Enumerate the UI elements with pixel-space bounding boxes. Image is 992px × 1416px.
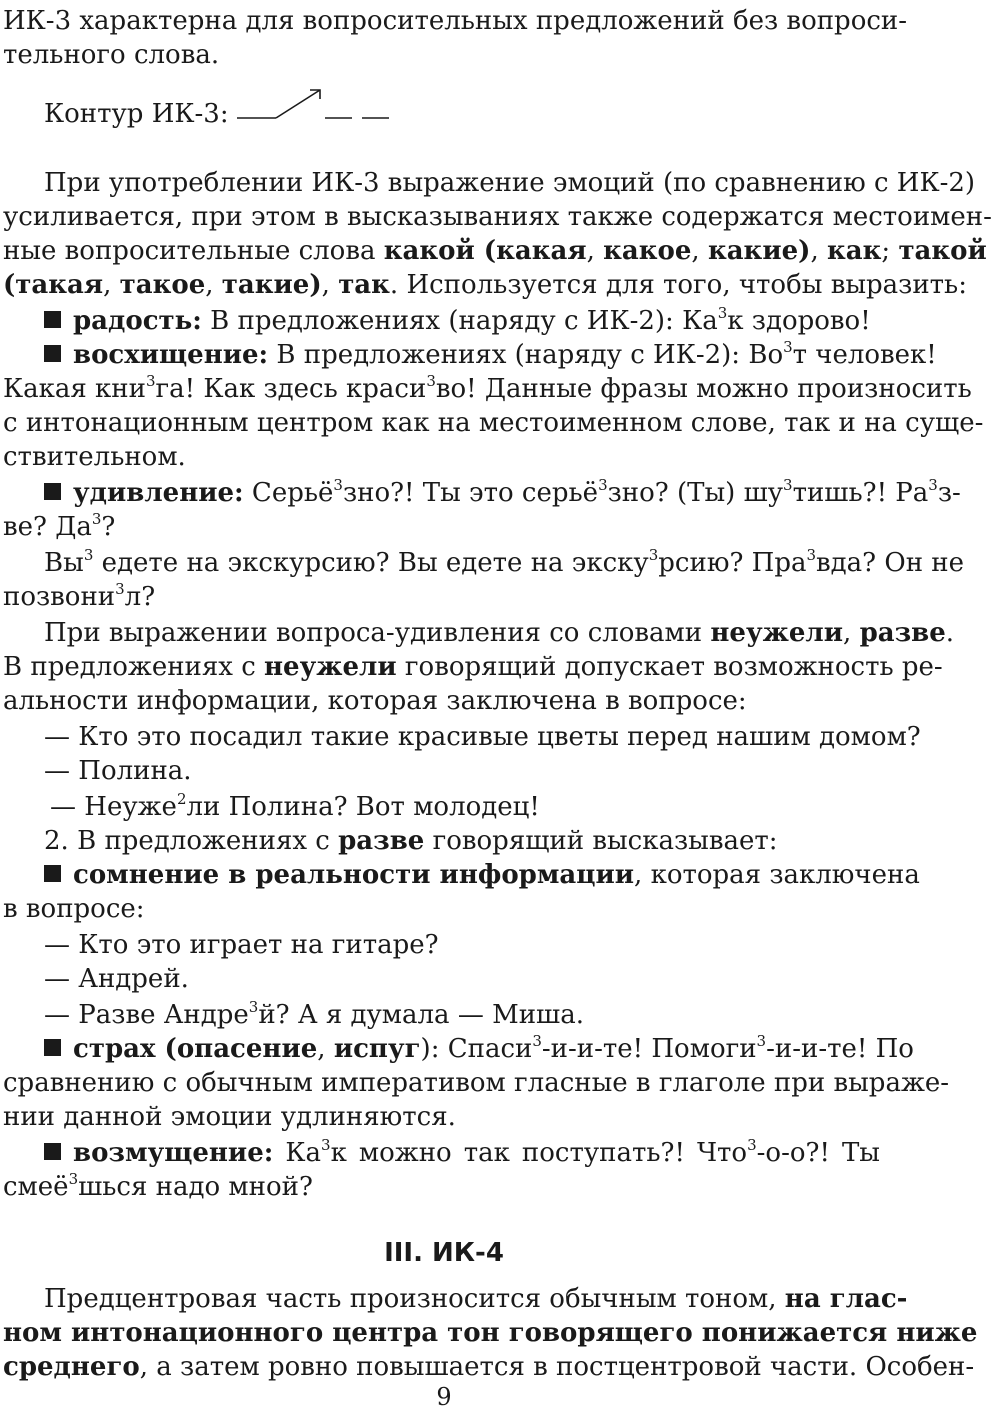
dialogue-line: — Неуже$^2$ли Полина? Вот молодец!: [50, 790, 540, 822]
paragraph-line: Какая кни$^3$га! Как здесь краси$^3$во! Данные фразы можно произносить: [3, 372, 972, 404]
paragraph-line: 2. В предложениях с разве говорящий высказывает:: [44, 826, 778, 856]
dialogue-line: — Андрей.: [44, 964, 189, 994]
paragraph-line: с интонационным центром как на местоименном слове, так и на суще-: [3, 408, 984, 438]
paragraph-line: сравнению с обычным императивом гласные в глаголе при выраже-: [3, 1068, 950, 1098]
dialogue-line: — Полина.: [44, 756, 192, 786]
dialogue-line: — Кто это играет на гитаре?: [44, 930, 439, 960]
contour-label: Контур ИК-3:: [44, 99, 229, 129]
bullet-square-icon: [44, 865, 61, 882]
section-heading: III. ИК-4: [384, 1238, 504, 1268]
paragraph-line: усиливается, при этом в высказываниях также содержатся местоимен-: [3, 202, 992, 232]
paragraph-line: позвони$^3$л?: [3, 580, 156, 612]
paragraph-line: ном интонационного центра тон говорящего понижается ниже: [3, 1318, 978, 1348]
paragraph-line: нии данной эмоции удлиняются.: [3, 1102, 456, 1132]
paragraph-line: ве? $Да^3$?: [3, 510, 116, 542]
bullet-square-icon: [44, 311, 61, 328]
bullet-square-icon: [44, 1039, 61, 1056]
page-number: 9: [436, 1383, 452, 1411]
dialogue-line: — Кто это посадил такие красивые цветы перед нашим домом?: [44, 722, 921, 752]
paragraph-line: в вопросе:: [3, 894, 145, 924]
paragraph-line: ствительном.: [3, 442, 186, 472]
list-item-indignation: возмущение: $Ка^3к$ можно так поступать?! Что$^3$-о-о?! Ты: [44, 1136, 880, 1170]
paragraph-line: альности информации, которая заключена в вопросе:: [3, 686, 747, 716]
paragraph-line: При употреблении ИК-3 выражение эмоций (по сравнению с ИК-2): [44, 168, 976, 198]
dialogue-line: — Разве Андре$^3$й? А я думала — Миша.: [44, 998, 584, 1030]
list-item-admiration: восхищение: В предложениях (наряду с ИК-2): $Во^3т$ человек!: [44, 338, 880, 372]
paragraph-line: В предложениях с неужели говорящий допускает возможность ре-: [3, 652, 943, 682]
paragraph-line: тельного слова.: [3, 40, 220, 70]
list-item-joy: радость: В предложениях (наряду с ИК-2): $Ка^3к$ здорово!: [44, 304, 880, 338]
bullet-square-icon: [44, 1143, 61, 1160]
paragraph-line: $Вы^3$ едете на экскурсию? Вы едете на экску$^3$рсию? Пра$^3$вда? Он не: [44, 546, 965, 578]
paragraph-line: ные вопросительные слова какой (какая, какое, какие), как; такой: [3, 236, 987, 266]
paragraph-line: смеё$^3$шься надо мной?: [3, 1170, 313, 1202]
paragraph-line: При выражении вопроса-удивления со словами неужели, разве.: [44, 618, 955, 648]
bullet-square-icon: [44, 483, 61, 500]
bullet-square-icon: [44, 345, 61, 362]
list-item-fear: страх (опасение, испуг): Спаси$^3$-и-и-те! Помоги$^3$-и-и-те! По: [44, 1032, 880, 1066]
list-item-surprise: удивление: Серьё$^3$зно?! Ты это серьё$^3$зно? (Ты) $шу^3тишь$?! $Ра^3з-$: [44, 476, 880, 510]
paragraph-line: Предцентровая часть произносится обычным тоном, на глас-: [44, 1284, 908, 1314]
paragraph-line: (такая, такое, такие), так. Используется для того, чтобы выразить:: [3, 270, 967, 300]
paragraph-line: ИК-3 характерна для вопросительных предложений без вопроси-: [3, 6, 908, 36]
intonation-contour-diagram: [234, 86, 394, 126]
list-item-doubt: сомнение в реальности информации, которая заключена: [44, 858, 880, 892]
paragraph-line: среднего, а затем ровно повышается в постцентровой части. Особен-: [3, 1352, 975, 1382]
